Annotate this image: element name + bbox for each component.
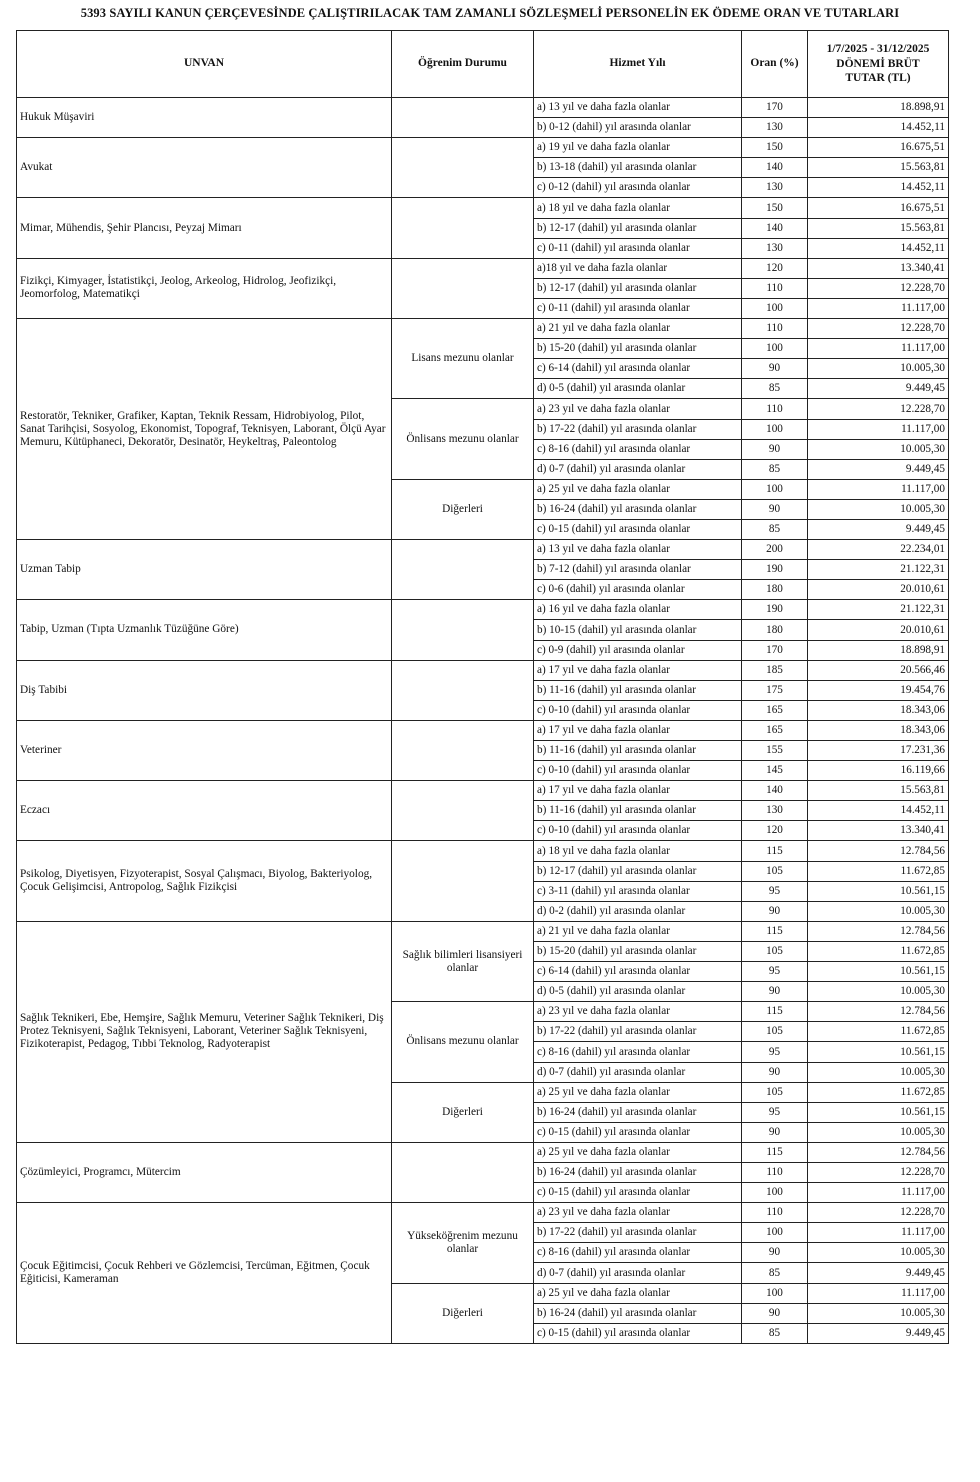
oran-cell: 140 (742, 158, 808, 178)
oran-cell: 85 (742, 1323, 808, 1343)
oran-cell: 115 (742, 1002, 808, 1022)
tutar-cell: 14.452,11 (808, 238, 949, 258)
hizmet-yili-cell: a) 17 yıl ve daha fazla olanlar (534, 660, 742, 680)
hizmet-yili-cell: c) 8-16 (dahil) yıl arasında olanlar (534, 1243, 742, 1263)
tutar-cell: 20.010,61 (808, 620, 949, 640)
header-oran: Oran (%) (742, 31, 808, 98)
tutar-cell: 12.228,70 (808, 1203, 949, 1223)
hizmet-yili-cell: b) 16-24 (dahil) yıl arasında olanlar (534, 1303, 742, 1323)
hizmet-yili-cell: c) 0-15 (dahil) yıl arasında olanlar (534, 519, 742, 539)
oran-cell: 90 (742, 439, 808, 459)
hizmet-yili-cell: a) 23 yıl ve daha fazla olanlar (534, 399, 742, 419)
table-row (17, 921, 949, 941)
hizmet-yili-cell: b) 12-17 (dahil) yıl arasında olanlar (534, 278, 742, 298)
tutar-cell: 10.561,15 (808, 881, 949, 901)
tutar-cell: 18.898,91 (808, 98, 949, 118)
ogrenim-durumu-cell (392, 540, 534, 600)
hizmet-yili-cell: a) 13 yıl ve daha fazla olanlar (534, 540, 742, 560)
hizmet-yili-cell: b) 10-15 (dahil) yıl arasında olanlar (534, 620, 742, 640)
header-row (17, 31, 949, 98)
oran-cell: 110 (742, 278, 808, 298)
unvan-cell: Fizikçi, Kimyager, İstatistikçi, Jeolog, Arkeolog, Hidrolog, Jeofizikçi, Jeomorfolog, Matematikçi (17, 258, 392, 318)
tutar-cell: 11.672,85 (808, 1022, 949, 1042)
hizmet-yili-cell: b) 11-16 (dahil) yıl arasında olanlar (534, 801, 742, 821)
table-row (17, 258, 949, 278)
hizmet-yili-cell: a) 17 yıl ve daha fazla olanlar (534, 781, 742, 801)
oran-cell: 185 (742, 660, 808, 680)
table-row (17, 198, 949, 218)
oran-cell: 155 (742, 741, 808, 761)
ogrenim-durumu-cell: Sağlık bilimleri lisansiyeri olanlar (392, 921, 534, 1001)
oran-cell: 85 (742, 379, 808, 399)
oran-cell: 95 (742, 881, 808, 901)
header-hizmet-yili: Hizmet Yılı (534, 31, 742, 98)
oran-cell: 100 (742, 479, 808, 499)
ek-odeme-table (16, 30, 949, 1344)
oran-cell: 145 (742, 761, 808, 781)
tutar-cell: 11.672,85 (808, 1082, 949, 1102)
oran-cell: 100 (742, 298, 808, 318)
tutar-cell: 11.117,00 (808, 339, 949, 359)
tutar-cell: 9.449,45 (808, 1263, 949, 1283)
table-body (17, 98, 949, 1344)
oran-cell: 165 (742, 720, 808, 740)
header-ogrenim-durumu: Öğrenim Durumu (392, 31, 534, 98)
table-row (17, 1203, 949, 1223)
tutar-cell: 10.561,15 (808, 1102, 949, 1122)
hizmet-yili-cell: b) 15-20 (dahil) yıl arasında olanlar (534, 339, 742, 359)
hizmet-yili-cell: a) 25 yıl ve daha fazla olanlar (534, 479, 742, 499)
oran-cell: 90 (742, 1303, 808, 1323)
hizmet-yili-cell: d) 0-7 (dahil) yıl arasında olanlar (534, 1062, 742, 1082)
oran-cell: 105 (742, 861, 808, 881)
unvan-cell: Veteriner (17, 720, 392, 780)
tutar-cell: 14.452,11 (808, 118, 949, 138)
ogrenim-durumu-cell: Diğerleri (392, 479, 534, 539)
oran-cell: 95 (742, 1102, 808, 1122)
oran-cell: 100 (742, 1183, 808, 1203)
unvan-cell: Restoratör, Tekniker, Grafiker, Kaptan, Teknik Ressam, Hidrobiyolog, Pilot, Sanat Tarihçisi, Sosyolog, Ekonomist, Topograf, Teknisyen, Laborant, Ölçü Ayar Memuru, Kütüphaneci, Dekoratör, Desinatör, Heykeltraş, Paleontolog (17, 319, 392, 540)
oran-cell: 130 (742, 238, 808, 258)
tutar-cell: 20.010,61 (808, 580, 949, 600)
unvan-cell: Tabip, Uzman (Tıpta Uzmanlık Tüzüğüne Göre) (17, 600, 392, 660)
oran-cell: 190 (742, 560, 808, 580)
header-unvan: UNVAN (17, 31, 392, 98)
hizmet-yili-cell: c) 6-14 (dahil) yıl arasında olanlar (534, 962, 742, 982)
oran-cell: 105 (742, 941, 808, 961)
oran-cell: 165 (742, 700, 808, 720)
hizmet-yili-cell: d) 0-7 (dahil) yıl arasında olanlar (534, 1263, 742, 1283)
oran-cell: 140 (742, 781, 808, 801)
tutar-cell: 9.449,45 (808, 1323, 949, 1343)
tutar-cell: 10.005,30 (808, 1122, 949, 1142)
hizmet-yili-cell: a) 23 yıl ve daha fazla olanlar (534, 1002, 742, 1022)
hizmet-yili-cell: c) 0-11 (dahil) yıl arasında olanlar (534, 298, 742, 318)
oran-cell: 100 (742, 339, 808, 359)
hizmet-yili-cell: a) 21 yıl ve daha fazla olanlar (534, 921, 742, 941)
oran-cell: 90 (742, 499, 808, 519)
hizmet-yili-cell: c) 0-10 (dahil) yıl arasında olanlar (534, 700, 742, 720)
tutar-cell: 14.452,11 (808, 178, 949, 198)
hizmet-yili-cell: a) 25 yıl ve daha fazla olanlar (534, 1082, 742, 1102)
oran-cell: 130 (742, 801, 808, 821)
table-row (17, 720, 949, 740)
ogrenim-durumu-cell: Önlisans mezunu olanlar (392, 399, 534, 479)
unvan-cell: Uzman Tabip (17, 540, 392, 600)
oran-cell: 100 (742, 1223, 808, 1243)
hizmet-yili-cell: b) 17-22 (dahil) yıl arasında olanlar (534, 419, 742, 439)
ogrenim-durumu-cell (392, 660, 534, 720)
hizmet-yili-cell: c) 8-16 (dahil) yıl arasında olanlar (534, 1042, 742, 1062)
hizmet-yili-cell: a) 25 yıl ve daha fazla olanlar (534, 1283, 742, 1303)
oran-cell: 105 (742, 1022, 808, 1042)
ogrenim-durumu-cell (392, 198, 534, 258)
oran-cell: 140 (742, 218, 808, 238)
oran-cell: 170 (742, 98, 808, 118)
hizmet-yili-cell: c) 0-6 (dahil) yıl arasında olanlar (534, 580, 742, 600)
oran-cell: 90 (742, 1062, 808, 1082)
header-tutar (808, 31, 949, 98)
hizmet-yili-cell: b) 7-12 (dahil) yıl arasında olanlar (534, 560, 742, 580)
hizmet-yili-cell: b) 11-16 (dahil) yıl arasında olanlar (534, 741, 742, 761)
unvan-cell: Hukuk Müşaviri (17, 98, 392, 138)
oran-cell: 90 (742, 359, 808, 379)
hizmet-yili-cell: c) 0-10 (dahil) yıl arasında olanlar (534, 761, 742, 781)
hizmet-yili-cell: b) 15-20 (dahil) yıl arasında olanlar (534, 941, 742, 961)
tutar-cell: 18.898,91 (808, 640, 949, 660)
header-tutar-unit: TUTAR (TL) (845, 72, 911, 85)
oran-cell: 150 (742, 198, 808, 218)
tutar-cell: 12.784,56 (808, 1142, 949, 1162)
table-row (17, 660, 949, 680)
tutar-cell: 11.117,00 (808, 1183, 949, 1203)
oran-cell: 115 (742, 1142, 808, 1162)
ogrenim-durumu-cell: Diğerleri (392, 1283, 534, 1343)
hizmet-yili-cell: a) 18 yıl ve daha fazla olanlar (534, 198, 742, 218)
table-row (17, 138, 949, 158)
hizmet-yili-cell: a) 19 yıl ve daha fazla olanlar (534, 138, 742, 158)
hizmet-yili-cell: d) 0-5 (dahil) yıl arasında olanlar (534, 982, 742, 1002)
hizmet-yili-cell: b) 16-24 (dahil) yıl arasında olanlar (534, 1102, 742, 1122)
oran-cell: 90 (742, 1243, 808, 1263)
tutar-cell: 21.122,31 (808, 560, 949, 580)
tutar-cell: 11.117,00 (808, 1223, 949, 1243)
document-title: 5393 SAYILI KANUN ÇERÇEVESİNDE ÇALIŞTIRILACAK TAM ZAMANLI SÖZLEŞMELİ PERSONELİN EK ÖDEME ORAN VE TUTARLARI (80, 6, 900, 20)
hizmet-yili-cell: b) 0-12 (dahil) yıl arasında olanlar (534, 118, 742, 138)
tutar-cell: 9.449,45 (808, 379, 949, 399)
tutar-cell: 10.005,30 (808, 1243, 949, 1263)
tutar-cell: 18.343,06 (808, 700, 949, 720)
oran-cell: 130 (742, 178, 808, 198)
table-row (17, 319, 949, 339)
table-row (17, 841, 949, 861)
hizmet-yili-cell: b) 17-22 (dahil) yıl arasında olanlar (534, 1223, 742, 1243)
hizmet-yili-cell: c) 0-12 (dahil) yıl arasında olanlar (534, 178, 742, 198)
tutar-cell: 11.117,00 (808, 419, 949, 439)
oran-cell: 90 (742, 901, 808, 921)
oran-cell: 180 (742, 580, 808, 600)
oran-cell: 105 (742, 1082, 808, 1102)
hizmet-yili-cell: b) 17-22 (dahil) yıl arasında olanlar (534, 1022, 742, 1042)
hizmet-yili-cell: b) 11-16 (dahil) yıl arasında olanlar (534, 680, 742, 700)
table-header (17, 31, 949, 98)
unvan-cell: Eczacı (17, 781, 392, 841)
oran-cell: 115 (742, 841, 808, 861)
ogrenim-durumu-cell (392, 841, 534, 921)
hizmet-yili-cell: b) 12-17 (dahil) yıl arasında olanlar (534, 218, 742, 238)
unvan-cell: Sağlık Teknikeri, Ebe, Hemşire, Sağlık Memuru, Veteriner Sağlık Teknikeri, Diş Protez Teknisyeni, Sağlık Teknisyeni, Laborant, Veteriner Sağlık Teknisyeni, Fizikoterapist, Pedagog, Tıbbi Teknolog, Radyoterapist (17, 921, 392, 1142)
unvan-cell: Mimar, Mühendis, Şehir Plancısı, Peyzaj Mimarı (17, 198, 392, 258)
ogrenim-durumu-cell (392, 720, 534, 780)
oran-cell: 175 (742, 680, 808, 700)
hizmet-yili-cell: a) 17 yıl ve daha fazla olanlar (534, 720, 742, 740)
tutar-cell: 12.784,56 (808, 1002, 949, 1022)
tutar-cell: 9.449,45 (808, 519, 949, 539)
oran-cell: 180 (742, 620, 808, 640)
tutar-cell: 11.117,00 (808, 479, 949, 499)
oran-cell: 95 (742, 962, 808, 982)
tutar-cell: 15.563,81 (808, 218, 949, 238)
oran-cell: 110 (742, 1162, 808, 1182)
ogrenim-durumu-cell (392, 98, 534, 138)
tutar-cell: 21.122,31 (808, 600, 949, 620)
hizmet-yili-cell: a) 21 yıl ve daha fazla olanlar (534, 319, 742, 339)
hizmet-yili-cell: d) 0-2 (dahil) yıl arasında olanlar (534, 901, 742, 921)
hizmet-yili-cell: c) 0-11 (dahil) yıl arasında olanlar (534, 238, 742, 258)
ogrenim-durumu-cell: Lisans mezunu olanlar (392, 319, 534, 399)
oran-cell: 190 (742, 600, 808, 620)
hizmet-yili-cell: c) 6-14 (dahil) yıl arasında olanlar (534, 359, 742, 379)
hizmet-yili-cell: c) 3-11 (dahil) yıl arasında olanlar (534, 881, 742, 901)
tutar-cell: 10.561,15 (808, 962, 949, 982)
tutar-cell: 10.005,30 (808, 439, 949, 459)
header-tutar-label: DÖNEMİ BRÜT (836, 57, 920, 70)
oran-cell: 120 (742, 821, 808, 841)
oran-cell: 100 (742, 1283, 808, 1303)
oran-cell: 110 (742, 1203, 808, 1223)
hizmet-yili-cell: b) 16-24 (dahil) yıl arasında olanlar (534, 499, 742, 519)
tutar-cell: 22.234,01 (808, 540, 949, 560)
hizmet-yili-cell: b) 13-18 (dahil) yıl arasında olanlar (534, 158, 742, 178)
tutar-cell: 10.005,30 (808, 359, 949, 379)
oran-cell: 150 (742, 138, 808, 158)
tutar-cell: 16.119,66 (808, 761, 949, 781)
oran-cell: 85 (742, 1263, 808, 1283)
tutar-cell: 16.675,51 (808, 198, 949, 218)
hizmet-yili-cell: a)18 yıl ve daha fazla olanlar (534, 258, 742, 278)
unvan-cell: Avukat (17, 138, 392, 198)
hizmet-yili-cell: b) 12-17 (dahil) yıl arasında olanlar (534, 861, 742, 881)
ogrenim-durumu-cell (392, 258, 534, 318)
oran-cell: 110 (742, 399, 808, 419)
ogrenim-durumu-cell (392, 1142, 534, 1202)
hizmet-yili-cell: d) 0-7 (dahil) yıl arasında olanlar (534, 459, 742, 479)
oran-cell: 100 (742, 419, 808, 439)
tutar-cell: 11.672,85 (808, 861, 949, 881)
tutar-cell: 17.231,36 (808, 741, 949, 761)
oran-cell: 85 (742, 519, 808, 539)
oran-cell: 90 (742, 1122, 808, 1142)
hizmet-yili-cell: d) 0-5 (dahil) yıl arasında olanlar (534, 379, 742, 399)
tutar-cell: 9.449,45 (808, 459, 949, 479)
tutar-cell: 11.117,00 (808, 1283, 949, 1303)
tutar-cell: 13.340,41 (808, 258, 949, 278)
ogrenim-durumu-cell (392, 781, 534, 841)
table-row (17, 781, 949, 801)
tutar-cell: 10.005,30 (808, 1303, 949, 1323)
oran-cell: 120 (742, 258, 808, 278)
hizmet-yili-cell: c) 0-15 (dahil) yıl arasında olanlar (534, 1122, 742, 1142)
tutar-cell: 10.005,30 (808, 982, 949, 1002)
hizmet-yili-cell: a) 13 yıl ve daha fazla olanlar (534, 98, 742, 118)
unvan-cell: Çocuk Eğitimcisi, Çocuk Rehberi ve Gözlemcisi, Tercüman, Eğitmen, Çocuk Eğiticisi, Kameraman (17, 1203, 392, 1344)
tutar-cell: 10.005,30 (808, 1062, 949, 1082)
tutar-cell: 12.228,70 (808, 1162, 949, 1182)
hizmet-yili-cell: c) 8-16 (dahil) yıl arasında olanlar (534, 439, 742, 459)
oran-cell: 170 (742, 640, 808, 660)
hizmet-yili-cell: c) 0-10 (dahil) yıl arasında olanlar (534, 821, 742, 841)
oran-cell: 200 (742, 540, 808, 560)
tutar-cell: 10.561,15 (808, 1042, 949, 1062)
table-row (17, 540, 949, 560)
unvan-cell: Psikolog, Diyetisyen, Fizyoterapist, Sosyal Çalışmacı, Biyolog, Bakteriyolog, Çocuk Gelişimcisi, Antropolog, Sağlık Fizikçisi (17, 841, 392, 921)
unvan-cell: Diş Tabibi (17, 660, 392, 720)
hizmet-yili-cell: c) 0-15 (dahil) yıl arasında olanlar (534, 1323, 742, 1343)
ogrenim-durumu-cell: Önlisans mezunu olanlar (392, 1002, 534, 1082)
hizmet-yili-cell: c) 0-9 (dahil) yıl arasında olanlar (534, 640, 742, 660)
tutar-cell: 11.672,85 (808, 941, 949, 961)
hizmet-yili-cell: a) 23 yıl ve daha fazla olanlar (534, 1203, 742, 1223)
oran-cell: 130 (742, 118, 808, 138)
header-tutar-period: 1/7/2025 - 31/12/2025 (826, 43, 930, 56)
ogrenim-durumu-cell (392, 138, 534, 198)
hizmet-yili-cell: a) 18 yıl ve daha fazla olanlar (534, 841, 742, 861)
ogrenim-durumu-cell: Yükseköğrenim mezunu olanlar (392, 1203, 534, 1283)
hizmet-yili-cell: a) 25 yıl ve daha fazla olanlar (534, 1142, 742, 1162)
tutar-cell: 19.454,76 (808, 680, 949, 700)
hizmet-yili-cell: c) 0-15 (dahil) yıl arasında olanlar (534, 1183, 742, 1203)
ogrenim-durumu-cell (392, 600, 534, 660)
unvan-cell: Çözümleyici, Programcı, Mütercim (17, 1142, 392, 1202)
tutar-cell: 10.005,30 (808, 901, 949, 921)
hizmet-yili-cell: b) 16-24 (dahil) yıl arasında olanlar (534, 1162, 742, 1182)
tutar-cell: 12.228,70 (808, 399, 949, 419)
table-row (17, 600, 949, 620)
table-row (17, 1142, 949, 1162)
tutar-cell: 14.452,11 (808, 801, 949, 821)
tutar-cell: 12.228,70 (808, 278, 949, 298)
table-row (17, 98, 949, 118)
hizmet-yili-cell: a) 16 yıl ve daha fazla olanlar (534, 600, 742, 620)
oran-cell: 95 (742, 1042, 808, 1062)
tutar-cell: 12.228,70 (808, 319, 949, 339)
ogrenim-durumu-cell: Diğerleri (392, 1082, 534, 1142)
tutar-cell: 18.343,06 (808, 720, 949, 740)
tutar-cell: 10.005,30 (808, 499, 949, 519)
oran-cell: 110 (742, 319, 808, 339)
tutar-cell: 13.340,41 (808, 821, 949, 841)
oran-cell: 90 (742, 982, 808, 1002)
tutar-cell: 16.675,51 (808, 138, 949, 158)
tutar-cell: 12.784,56 (808, 841, 949, 861)
tutar-cell: 20.566,46 (808, 660, 949, 680)
tutar-cell: 11.117,00 (808, 298, 949, 318)
tutar-cell: 15.563,81 (808, 158, 949, 178)
tutar-cell: 12.784,56 (808, 921, 949, 941)
oran-cell: 85 (742, 459, 808, 479)
tutar-cell: 15.563,81 (808, 781, 949, 801)
oran-cell: 115 (742, 921, 808, 941)
